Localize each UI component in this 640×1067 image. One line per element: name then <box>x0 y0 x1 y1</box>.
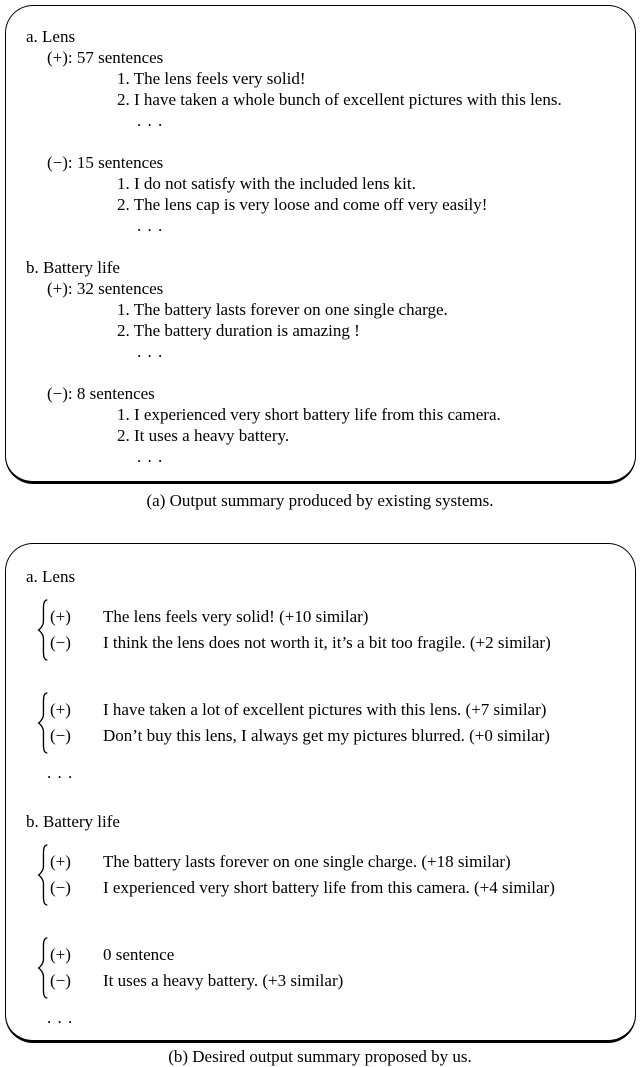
positive-group-header: (+): 32 sentences <box>47 279 164 298</box>
positive-sign: (+) <box>50 852 71 871</box>
sentence-item: 2. It uses a heavy battery. <box>117 426 290 445</box>
ellipsis: . . . <box>137 216 164 235</box>
positive-row <box>50 697 550 723</box>
negative-sentence: I experienced very short battery life from this camera. (+4 similar) <box>103 878 555 897</box>
sentence-item: 2. I have taken a whole bunch of excellent pictures with this lens. <box>117 90 562 109</box>
positive-row <box>50 604 551 630</box>
pair-rows <box>50 942 343 994</box>
positive-group <box>26 47 629 131</box>
negative-sign: (−) <box>50 971 71 990</box>
negative-group-header: (−): 8 sentences <box>47 384 155 403</box>
negative-group <box>26 383 629 467</box>
positive-row <box>50 849 555 875</box>
ellipsis: . . . <box>47 1008 74 1027</box>
panel-b-caption: (b) Desired output summary proposed by us. <box>168 1047 472 1066</box>
ellipsis: . . . <box>47 763 74 782</box>
aspect-section-lens <box>26 26 629 236</box>
negative-row <box>50 875 555 901</box>
positive-group <box>26 278 629 362</box>
positive-sentence: The battery lasts forever on one single charge. (+18 similar) <box>103 852 511 871</box>
aspect-section-battery-life <box>26 257 629 467</box>
aspect-heading: a. Lens <box>26 27 76 46</box>
aspect-heading: b. Battery life <box>26 812 120 831</box>
positive-sign: (+) <box>50 700 71 719</box>
positive-sign: (+) <box>50 607 71 626</box>
negative-row <box>50 630 551 656</box>
positive-sentence: I have taken a lot of excellent pictures with this lens. (+7 similar) <box>103 700 547 719</box>
pair-rows <box>50 849 555 901</box>
positive-sentence: The lens feels very solid! (+10 similar) <box>103 607 369 626</box>
positive-group-header: (+): 57 sentences <box>47 48 164 67</box>
panel-a-caption: (a) Output summary produced by existing systems. <box>146 491 494 510</box>
left-brace-icon <box>34 692 50 754</box>
aspect-section-battery-life <box>26 811 629 1028</box>
left-brace-icon <box>34 844 50 906</box>
negative-group-header: (−): 15 sentences <box>47 153 164 172</box>
negative-row <box>50 968 343 994</box>
negative-sign: (−) <box>50 633 71 652</box>
contrastive-pair <box>34 599 629 661</box>
aspect-section-lens <box>26 566 629 783</box>
contrastive-pair <box>34 844 629 906</box>
sentence-item: 2. The lens cap is very loose and come off very easily! <box>117 195 488 214</box>
sentence-item: 1. The lens feels very solid! <box>117 69 306 88</box>
negative-row <box>50 723 550 749</box>
sentence-item: 2. The battery duration is amazing ! <box>117 321 360 340</box>
ellipsis: . . . <box>137 447 164 466</box>
panel-b-desired-output <box>5 543 636 1043</box>
left-brace-icon <box>34 937 50 999</box>
contrastive-pair <box>34 937 629 999</box>
negative-sentence: Don’t buy this lens, I always get my pictures blurred. (+0 similar) <box>103 726 550 745</box>
sentence-item: 1. I experienced very short battery life from this camera. <box>117 405 501 424</box>
negative-sentence: I think the lens does not worth it, it’s a bit too fragile. (+2 similar) <box>103 633 551 652</box>
contrastive-pair <box>34 692 629 754</box>
negative-sign: (−) <box>50 726 71 745</box>
aspect-heading: b. Battery life <box>26 258 120 277</box>
sentence-item: 1. I do not satisfy with the included lens kit. <box>117 174 416 193</box>
positive-sign: (+) <box>50 945 71 964</box>
panel-a-existing-systems <box>5 5 636 484</box>
pair-rows <box>50 604 551 656</box>
negative-group <box>26 152 629 236</box>
pair-rows <box>50 697 550 749</box>
negative-sign: (−) <box>50 878 71 897</box>
sentence-item: 1. The battery lasts forever on one single charge. <box>117 300 448 319</box>
positive-row <box>50 942 343 968</box>
ellipsis: . . . <box>137 111 164 130</box>
left-brace-icon <box>34 599 50 661</box>
aspect-heading: a. Lens <box>26 567 76 586</box>
ellipsis: . . . <box>137 342 164 361</box>
positive-sentence: 0 sentence <box>103 945 175 964</box>
negative-sentence: It uses a heavy battery. (+3 similar) <box>103 971 344 990</box>
